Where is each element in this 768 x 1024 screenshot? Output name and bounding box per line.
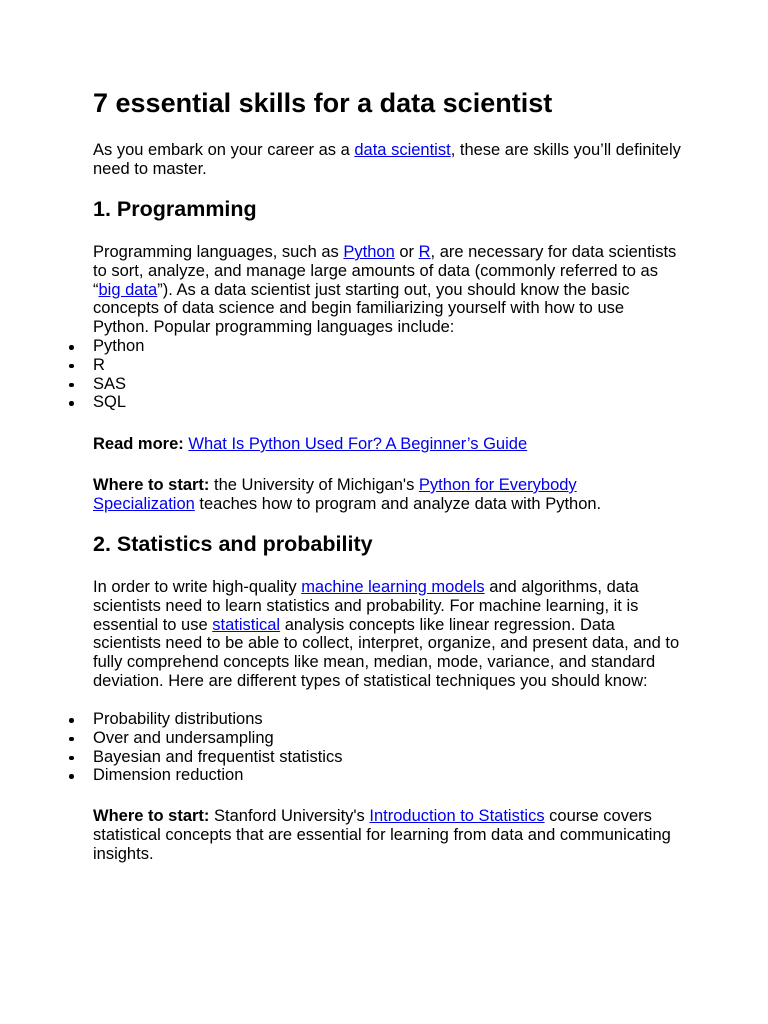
- where-to-start-text-1: Stanford University's: [209, 807, 370, 825]
- list-item: Dimension reduction: [93, 766, 683, 785]
- big-data-link[interactable]: big data: [98, 280, 158, 299]
- programming-paragraph: [93, 243, 683, 337]
- read-more-paragraph: [93, 435, 683, 454]
- where-to-start-text-1: the University of Michigan's: [209, 476, 419, 494]
- programming-text-3: , are necessary for data scientists to sort, analyze, and manage large amounts of data (commonly referred to as “: [93, 243, 677, 299]
- where-to-start-label: Where to start:: [93, 476, 210, 494]
- statistics-text-1: In order to write high-quality: [93, 578, 302, 596]
- list-item: SQL: [93, 393, 683, 412]
- programming-text-1: Programming languages, such as: [93, 243, 344, 261]
- programming-languages-list: [93, 337, 683, 412]
- list-item: R: [93, 356, 683, 375]
- where-to-start-label: Where to start:: [93, 807, 210, 825]
- python-guide-link[interactable]: What Is Python Used For? A Beginner’s Guide: [188, 435, 528, 453]
- where-to-start-text-2: teaches how to program and analyze data with Python.: [194, 494, 602, 513]
- intro-paragraph: [93, 141, 683, 179]
- introduction-to-statistics-link[interactable]: Introduction to Statistics: [369, 807, 545, 825]
- statistical-techniques-list: [93, 710, 683, 785]
- statistics-where-to-start: [93, 807, 683, 863]
- statistics-text-3: analysis concepts like linear regression. Data scientists need to be able to collect, interpret, organize, and present data, and to fully comprehend concepts like mean, median, mode, variance, and standard deviation. Here are different types of statistical techniques you should know:: [93, 615, 680, 690]
- section-heading-statistics: 2. Statistics and probability: [93, 532, 373, 556]
- statistical-link[interactable]: statistical: [212, 615, 281, 634]
- read-more-label: Read more:: [93, 435, 184, 453]
- programming-text-2: or: [394, 243, 419, 261]
- python-link[interactable]: Python: [343, 243, 395, 261]
- statistics-paragraph: [93, 578, 683, 691]
- statistics-text-2: and algorithms, data scientists need to learn statistics and probability. For machine learning, it is essential to use: [93, 578, 639, 634]
- machine-learning-models-link[interactable]: machine learning models: [301, 578, 485, 596]
- python-for-everybody-link[interactable]: Python for Everybody Specialization: [93, 476, 577, 513]
- r-link[interactable]: R: [418, 243, 431, 261]
- intro-text-2: , these are skills you’ll definitely need to master.: [93, 141, 681, 178]
- list-item: SAS: [93, 375, 683, 394]
- article-title: 7 essential skills for a data scientist: [93, 88, 553, 118]
- intro-text-1: As you embark on your career as a: [93, 141, 355, 159]
- list-item: Python: [93, 337, 683, 356]
- data-scientist-link[interactable]: data scientist: [354, 141, 451, 159]
- programming-where-to-start: [93, 476, 683, 514]
- list-item: Probability distributions: [93, 710, 683, 729]
- list-item: Bayesian and frequentist statistics: [93, 748, 683, 767]
- section-heading-programming: 1. Programming: [93, 197, 257, 221]
- list-item: Over and undersampling: [93, 729, 683, 748]
- programming-text-4: ”). As a data scientist just starting out, you should know the basic concepts of data science and begin familiarizing yourself with how to use Python. Popular programming languages include:: [93, 280, 630, 337]
- where-to-start-text-2: course covers statistical concepts that are essential for learning from data and communicating insights.: [93, 807, 671, 863]
